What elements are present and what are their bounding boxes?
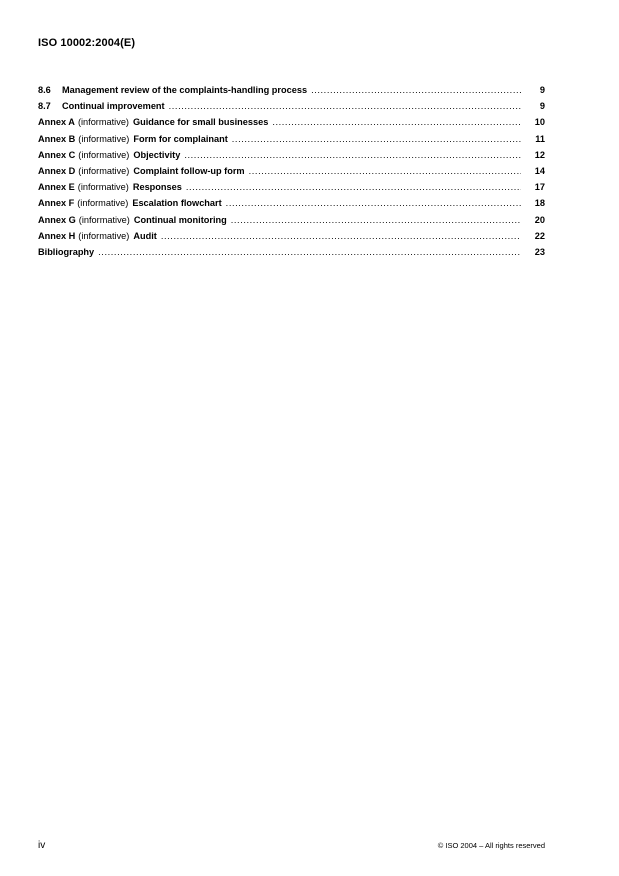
toc-entry-page: 14 bbox=[534, 165, 545, 176]
toc-entry-title: Form for complainant bbox=[133, 133, 228, 144]
toc-entry-page: 22 bbox=[534, 230, 545, 241]
toc-entry-title: Continual improvement bbox=[62, 101, 165, 112]
toc-annex-label: Annex F bbox=[38, 198, 75, 209]
toc-annex-type: (informative) bbox=[77, 182, 129, 193]
toc-leader-dots bbox=[231, 215, 521, 225]
toc-entry-page: 12 bbox=[534, 149, 545, 160]
toc-annex-label: Annex D bbox=[38, 165, 76, 176]
toc-leader-dots bbox=[226, 198, 521, 208]
toc-entry-page: 10 bbox=[534, 117, 545, 128]
toc-entry[interactable] bbox=[38, 134, 545, 150]
toc-entry-title: Continual monitoring bbox=[133, 214, 227, 225]
toc-entry[interactable] bbox=[38, 247, 545, 263]
footer-page-number: iv bbox=[38, 840, 46, 851]
toc-entry-title: Audit bbox=[133, 230, 157, 241]
toc-entry-page: 20 bbox=[534, 214, 545, 225]
toc-entry-title: Responses bbox=[132, 182, 182, 193]
toc-leader-dots bbox=[249, 166, 521, 176]
footer-copyright: © ISO 2004 – All rights reserved bbox=[437, 841, 545, 850]
toc-leader-dots bbox=[272, 117, 521, 127]
toc-entry-page: 17 bbox=[534, 182, 545, 193]
toc-annex-label: Annex H bbox=[38, 230, 76, 241]
toc-entry-number: 8.7 bbox=[38, 101, 51, 112]
toc-annex-type: (informative) bbox=[78, 149, 130, 160]
toc-leader-dots bbox=[232, 134, 521, 144]
toc-annex-type: (informative) bbox=[77, 117, 129, 128]
toc-entry-title: Guidance for small businesses bbox=[133, 117, 269, 128]
toc-annex-type: (informative) bbox=[77, 198, 129, 209]
toc-entry[interactable] bbox=[38, 198, 545, 214]
toc-entry-page: 11 bbox=[535, 133, 545, 144]
toc-entry[interactable] bbox=[38, 166, 545, 182]
document-id-header: ISO 10002:2004(E) bbox=[38, 37, 136, 49]
toc-entry[interactable] bbox=[38, 231, 545, 247]
toc-annex-type: (informative) bbox=[78, 133, 130, 144]
toc-entry-title: Complaint follow-up form bbox=[133, 165, 245, 176]
toc-entry-page: 23 bbox=[534, 246, 545, 257]
toc-entry-page: 18 bbox=[534, 198, 545, 209]
toc-leader-dots bbox=[169, 101, 521, 111]
toc-annex-label: Annex A bbox=[38, 117, 75, 128]
toc-annex-type: (informative) bbox=[78, 230, 130, 241]
toc-annex-label: Annex G bbox=[38, 214, 76, 225]
toc-leader-dots bbox=[311, 85, 521, 95]
toc-leader-dots bbox=[98, 247, 521, 257]
toc-entry-title: Bibliography bbox=[38, 246, 95, 257]
toc-entry[interactable] bbox=[38, 182, 545, 198]
toc-entry[interactable] bbox=[38, 117, 545, 133]
toc-entry-number: 8.6 bbox=[38, 85, 51, 95]
toc-annex-label: Annex E bbox=[38, 182, 75, 193]
toc-annex-label: Annex B bbox=[38, 133, 76, 144]
toc-entry[interactable] bbox=[38, 150, 545, 166]
toc-entry-title: Objectivity bbox=[133, 149, 181, 160]
toc-entry[interactable] bbox=[38, 85, 545, 101]
toc-entry-page: 9 bbox=[539, 85, 545, 95]
toc-leader-dots bbox=[161, 231, 521, 241]
toc-leader-dots bbox=[186, 182, 521, 192]
toc-entry-title: Escalation flowchart bbox=[132, 198, 222, 209]
toc-annex-label: Annex C bbox=[38, 149, 76, 160]
toc-annex-type: (informative) bbox=[78, 214, 130, 225]
toc-entry[interactable] bbox=[38, 215, 545, 231]
toc-entry-page: 9 bbox=[539, 101, 545, 112]
toc-annex-type: (informative) bbox=[78, 165, 130, 176]
toc-leader-dots bbox=[184, 150, 521, 160]
toc-entry[interactable] bbox=[38, 101, 545, 117]
table-of-contents bbox=[38, 85, 545, 263]
toc-entry-title: Management review of the complaints-handling process bbox=[62, 85, 308, 95]
